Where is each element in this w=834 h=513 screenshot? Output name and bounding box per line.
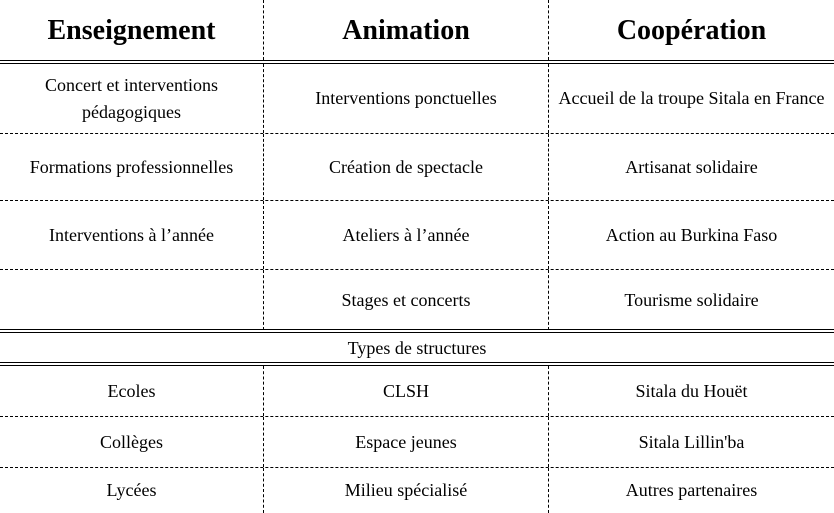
table-row <box>0 64 834 133</box>
header-animation: Animation <box>264 0 549 60</box>
table-cell: Interventions ponctuelles <box>264 64 549 133</box>
table-cell: Tourisme solidaire <box>624 289 759 310</box>
table-cell: Concert et interventions pédagogiques <box>0 64 264 133</box>
table-row <box>0 468 834 513</box>
table-row <box>0 201 834 269</box>
table-cell: Action au Burkina Faso <box>605 224 778 245</box>
header-cooperation: Coopération <box>616 14 767 46</box>
table-cell: Artisanat solidaire <box>625 156 758 177</box>
table-row <box>0 270 834 330</box>
table-cell: Sitala Lillin'ba <box>638 431 745 452</box>
table-cell: Lycées <box>0 468 264 513</box>
table-cell <box>0 270 264 330</box>
header-enseignement: Enseignement <box>0 0 264 60</box>
table-cell: Espace jeunes <box>264 417 549 467</box>
structures-title: Types de structures <box>347 337 487 358</box>
table-cell: Collèges <box>0 417 264 467</box>
table-cell: Interventions à l’année <box>0 201 264 269</box>
table-row <box>0 366 834 416</box>
table-cell: Ecoles <box>0 366 264 416</box>
structures-title-row <box>0 333 834 363</box>
table-cell: Milieu spécialisé <box>264 468 549 513</box>
table-cell: Autres partenaires <box>625 480 758 500</box>
table-row <box>0 134 834 200</box>
table-cell: Formations professionnelles <box>0 134 264 200</box>
table-cell: CLSH <box>264 366 549 416</box>
header-row <box>0 0 834 60</box>
table-cell: Création de spectacle <box>264 134 549 200</box>
table-cell: Stages et concerts <box>264 270 549 330</box>
table-cell: Ateliers à l’année <box>264 201 549 269</box>
table-cell: Accueil de la troupe Sitala en France <box>558 88 825 108</box>
table-row <box>0 417 834 467</box>
table-cell: Sitala du Houët <box>635 380 748 401</box>
